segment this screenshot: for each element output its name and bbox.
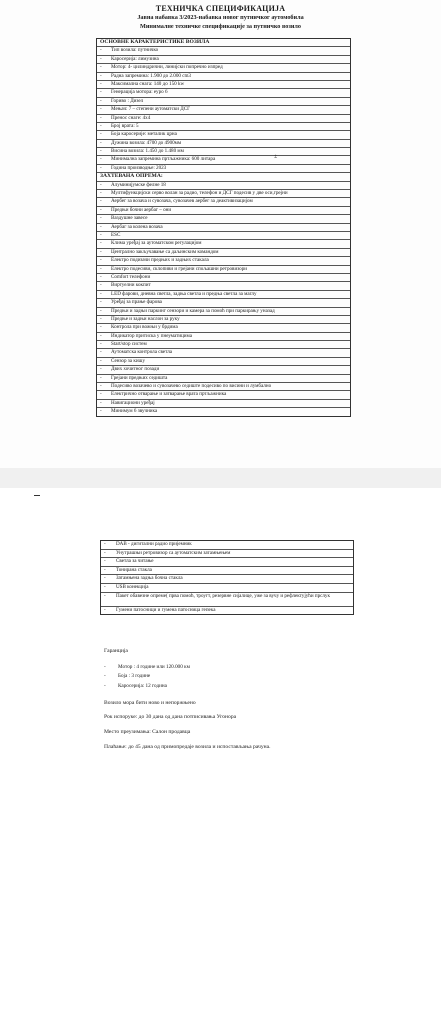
- equipment-row: - Електрично отварање и затварање врата пртљажника: [97, 391, 350, 399]
- equipment-row: - Сензор за кишу: [97, 358, 350, 366]
- spec-row: - Тип возила: путничко: [97, 47, 350, 55]
- equipment-row: - Предњи и задњи паркинг сензори и камера за помоћ при паркирању уназад: [97, 308, 350, 316]
- equipment-row: - Двих хочитног позади: [97, 366, 350, 374]
- document-subtitle: Јавна набавка 3/2023-набавка новог путничког аутомобила: [137, 14, 304, 21]
- handwritten-mark: ±: [274, 154, 278, 160]
- equipment-row: - Минимум 6 звучника: [100, 408, 158, 415]
- document-title: ТЕХНИЧКА СПЕЦИФИКАЦИЈА: [155, 4, 286, 13]
- equipment-row: - Грејани предњих седишта: [97, 375, 350, 383]
- extras-row: - DAB - дигитални радио пријемник: [101, 541, 353, 550]
- extras-row: - Гумени патосници и гумена патосница гепека: [104, 606, 216, 613]
- equipment-row: - Мултифункцијски серво волан за радио, телефон и ДСГ подесив у две оси,грејни: [97, 190, 350, 198]
- extras-row: - Светла за читање: [101, 558, 353, 567]
- page-edge-mark: [34, 495, 40, 496]
- equipment-row: - Виртуелни кокпит: [97, 282, 350, 290]
- basic-section-heading: ОСНОВНЕ КАРАКТЕРИСТИКЕ ВОЗИЛА: [97, 39, 350, 47]
- new-vehicle-note: Возило мора бити ново и непоржњено: [104, 700, 196, 706]
- spec-row: - Висина возила: 1.450 до 1.480 мм: [97, 148, 350, 156]
- extras-row: - Затамњена задња бочна стакла: [101, 575, 353, 584]
- spec-row: - Боја каросерије: металик црна: [97, 131, 350, 139]
- equipment-row: - Аербег за возача и сувозача, сувозачев аербег за деактивизацијом: [97, 198, 350, 206]
- pickup-place: Место преузимања: Салон продавца: [104, 729, 191, 735]
- equipment-row: - LED фарови, дневна светла, задња светла и предња светла за маглу: [97, 291, 350, 299]
- spec-row: - Генерација мотора: еуро 6: [97, 89, 350, 97]
- spec-row: - Број врата: 5: [97, 123, 350, 131]
- spec-row: - Радна запремина: 1.900 до 2.000 cm3: [97, 73, 350, 81]
- equipment-section-heading: ЗАХТЕВАНА ОПРЕМА:: [97, 173, 350, 181]
- equipment-row: - Аербаг за колена возача: [97, 224, 350, 232]
- specification-table: [96, 38, 351, 417]
- equipment-row: - Аутоматска контрола светла: [97, 349, 350, 357]
- equipment-row: - Централно закључавање са даљинским командом: [97, 249, 350, 257]
- equipment-row: - Навигациони уређај: [97, 400, 350, 408]
- spec-row: - Гориво : Дизел: [97, 98, 350, 106]
- warranty-heading: Гаранција: [104, 648, 128, 654]
- equipment-row: - Индикатор притиска у пнеуматицима: [97, 333, 350, 341]
- extras-row: - Тонирана стакла: [101, 567, 353, 576]
- extras-row: - Унутрашњи ретровизор са аутоматским затамњењем: [101, 550, 353, 559]
- document-subtitle-2: Минималне техничке спецификације за путничко возило: [140, 23, 301, 30]
- equipment-row: - Уређај за прање фарова: [97, 299, 350, 307]
- equipment-row: - Подесиво возачево и сувозачево седиште подесиво по висини и лумбално: [97, 383, 350, 391]
- spec-row: - Пренос снаге: 4x4: [97, 115, 350, 123]
- spec-row: - Максимална снага: 140 до 150 kw: [97, 81, 350, 89]
- equipment-row: - Comfort телефони: [97, 274, 350, 282]
- equipment-row: - Алуминијумске фелне 18: [97, 182, 350, 190]
- delivery-term: Рок испоруке: до 30 дана од дана потписивања Угонора: [104, 714, 237, 720]
- equipment-row: - Ваздушне завесе: [97, 215, 350, 223]
- payment-term: Плаћање: до 45 дана од примопредаје возила и испостављања рачуна.: [104, 744, 271, 750]
- equipment-row: - Електро подизачи предњих и задњих стакала: [97, 257, 350, 265]
- spec-row: - Каросерија: лимузина: [97, 56, 350, 64]
- equipment-row: - ESC: [97, 232, 350, 240]
- equipment-row: - Предњи бочни аербаг – они: [97, 207, 350, 215]
- equipment-row: - Контрола при вожњи у брдима: [97, 324, 350, 332]
- extras-table: [100, 540, 354, 615]
- spec-row: - Година производње: 2023: [97, 165, 350, 173]
- equipment-row: - Предње и задњи наслон за руку: [97, 316, 350, 324]
- spec-row: - Мотор: 4- цилиндрични, линијски попречно изпред: [97, 64, 350, 72]
- extras-row: - Пакет обавезне опреме( прва помоћ, троугт, резервне сијалице, уже за вучу и рефлектујући прслук: [101, 593, 353, 607]
- spec-row: - Минимална запремина пртљажника: 600 литара: [97, 156, 350, 164]
- equipment-row: - Start/stop систем: [97, 341, 350, 349]
- equipment-row: - Клима уређај за аутоматском регулацијом: [97, 240, 350, 248]
- spec-row: - Мењач: 7 – степени аутоматски ДСГ: [97, 106, 350, 114]
- extras-row: - USB конекција: [101, 584, 353, 593]
- page-gap: [0, 468, 441, 488]
- equipment-row: - Електро подесиви, склопиви и грејани спољашни ретровизори: [97, 266, 350, 274]
- spec-row: - Дужина возила: 4700 до 4900мм: [97, 140, 350, 148]
